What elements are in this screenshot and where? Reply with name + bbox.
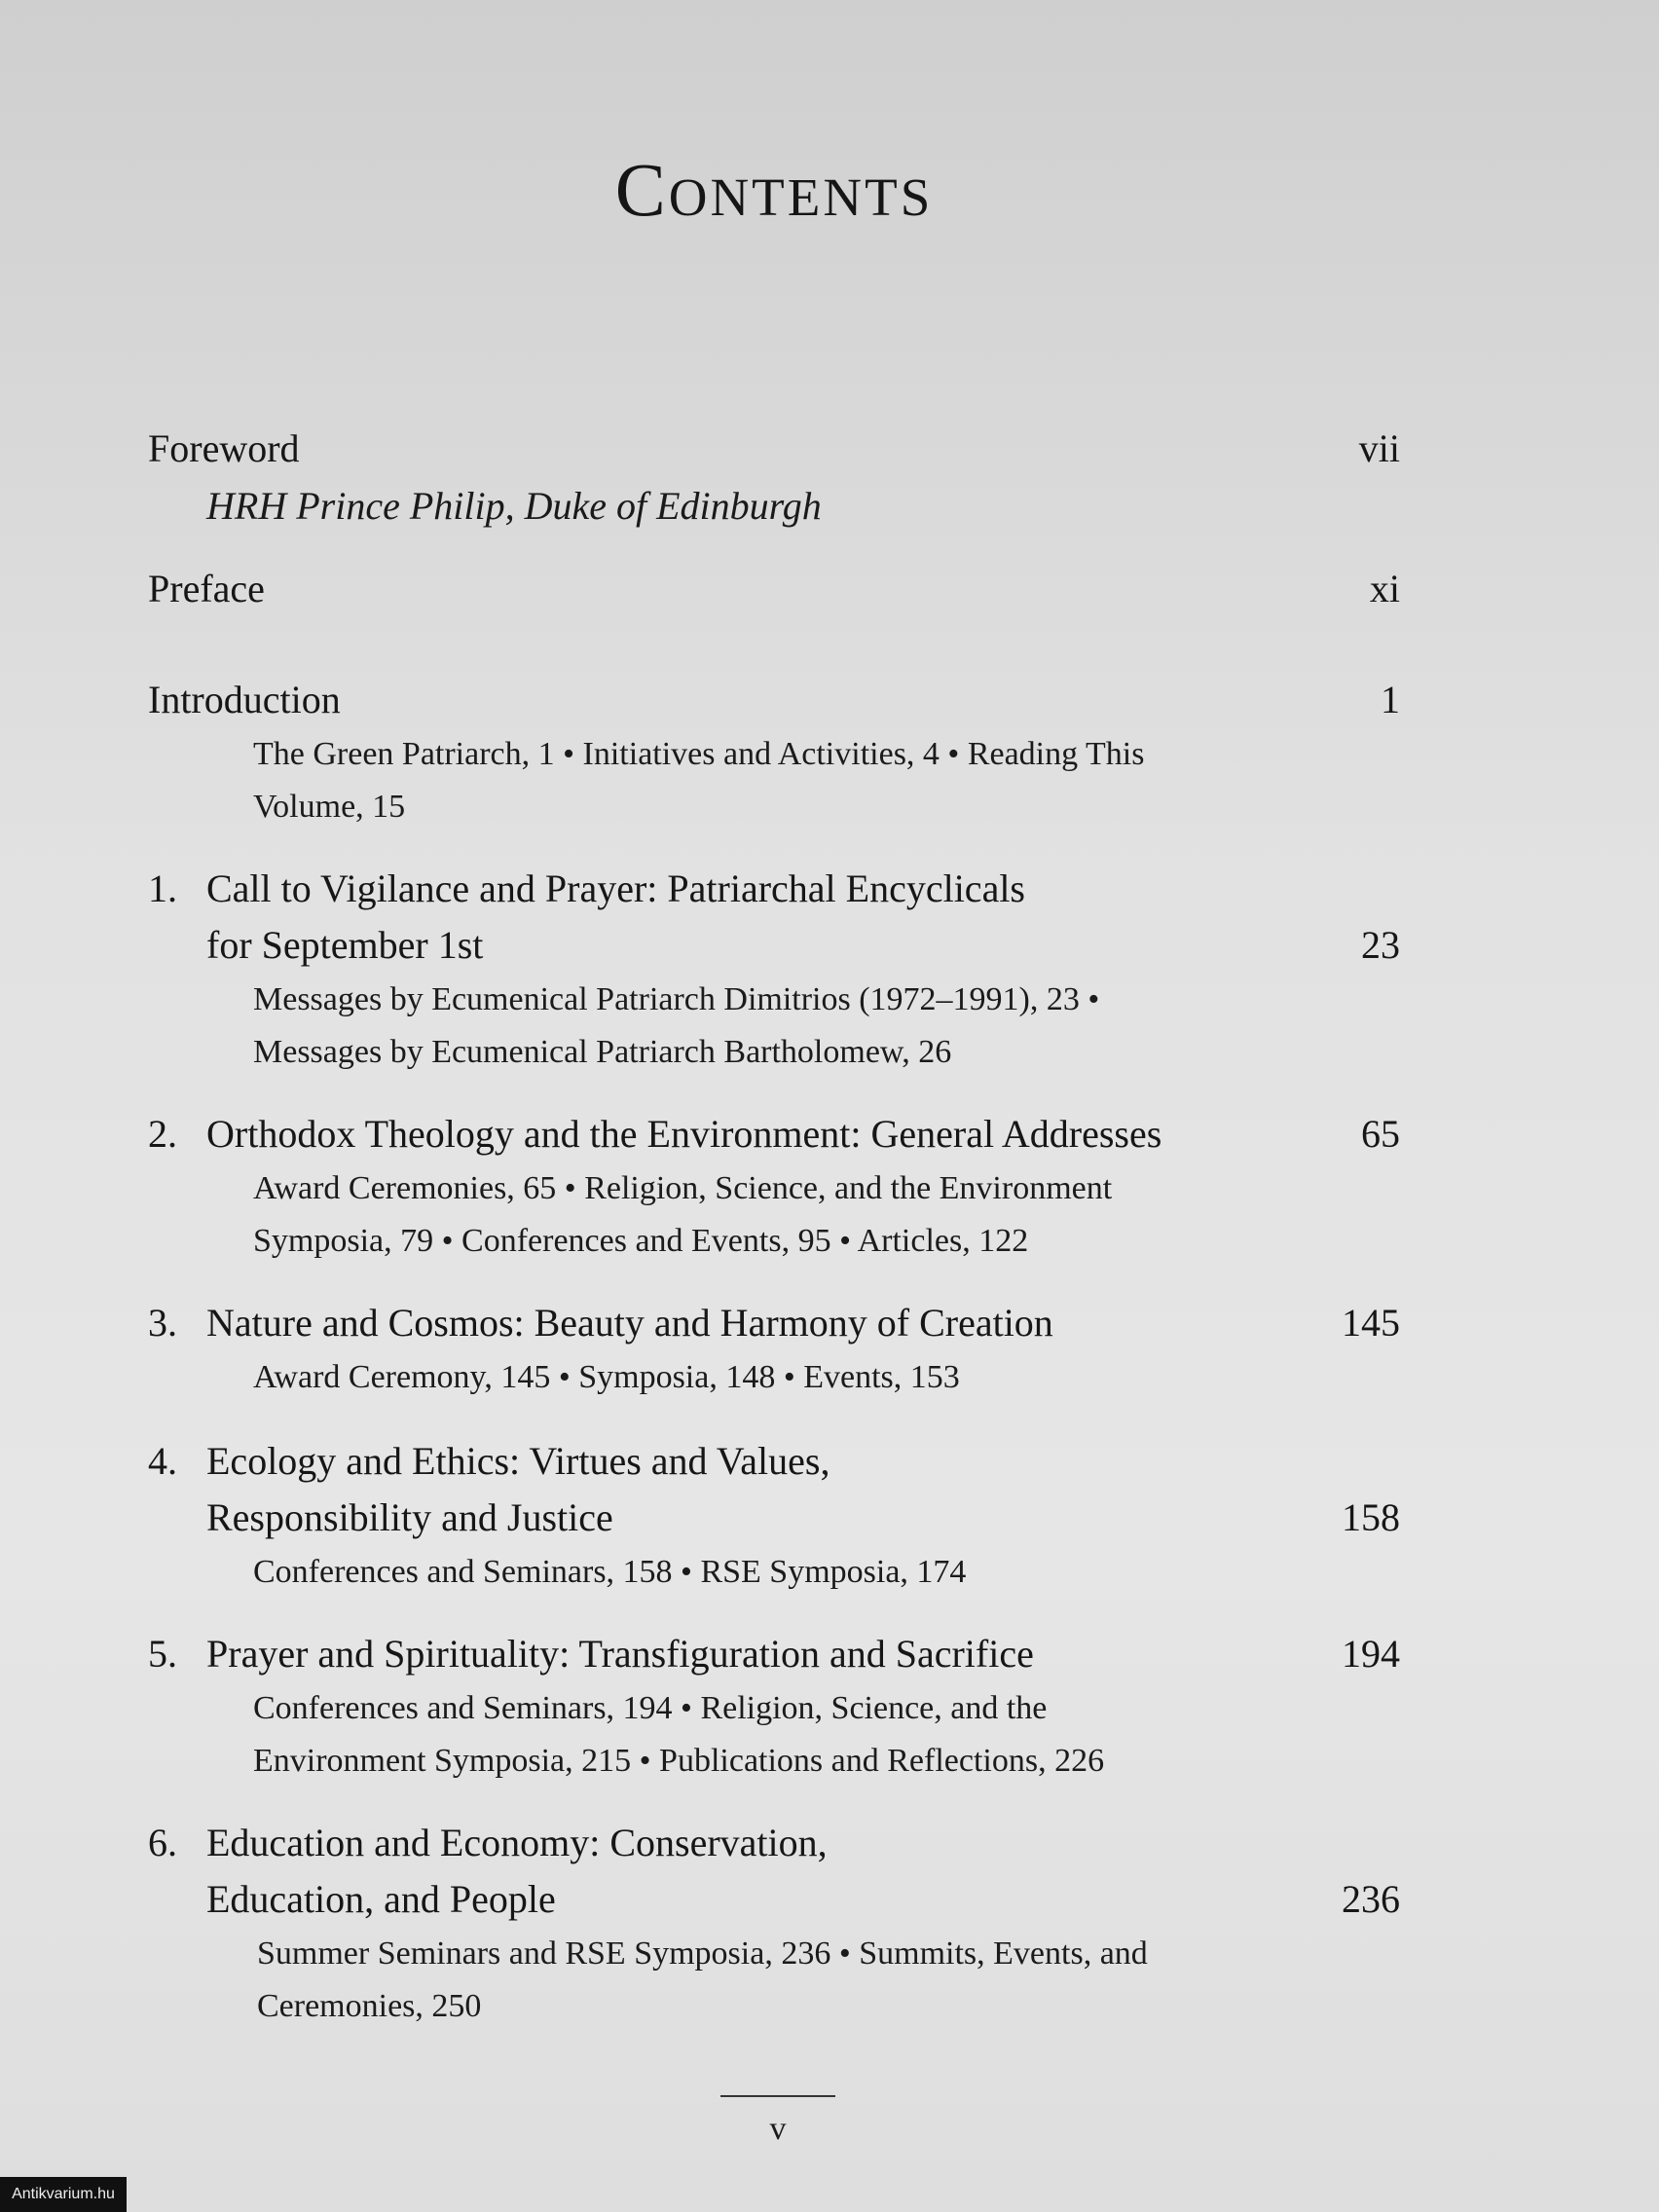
entry-subtopics <box>253 1351 1266 1404</box>
entry-title-line: Education, and People <box>206 1877 556 1921</box>
subtopic-line: Volume, 15 <box>253 789 406 825</box>
entry-title-line: Education and Economy: Conservation, <box>206 1821 828 1864</box>
subtopic-line: Messages by Ecumenical Patriarch Bartholomew, 26 <box>253 1034 952 1070</box>
toc-entry-preface <box>148 561 1400 617</box>
entry-page: 65 <box>1361 1112 1400 1156</box>
entry-subtopics <box>253 1162 1266 1268</box>
entry-page: 158 <box>1342 1495 1400 1539</box>
subtopic-line: Conferences and Seminars, 158 • RSE Symposia, 174 <box>253 1554 967 1590</box>
toc-entry-chapter-6 <box>148 1815 1400 1928</box>
subtopic-line: Ceremonies, 250 <box>257 1988 482 2024</box>
entry-subtopics <box>253 728 1266 833</box>
folio-rule <box>720 2095 835 2097</box>
entry-subtopics <box>253 1682 1266 1788</box>
entry-page: 23 <box>1361 923 1400 967</box>
entry-subtopics <box>253 1546 1266 1599</box>
entry-page: vii <box>1358 426 1400 470</box>
chapter-number: 5. <box>148 1632 177 1676</box>
entry-title-line: Ecology and Ethics: Virtues and Values, <box>206 1439 830 1483</box>
entry-page: 145 <box>1342 1301 1400 1345</box>
watermark: Antikvarium.hu <box>0 2177 127 2212</box>
toc-entry-chapter-1 <box>148 861 1400 974</box>
subtopic-line: Award Ceremonies, 65 • Religion, Science, and the Environment <box>253 1170 1113 1206</box>
subtopic-line: Conferences and Seminars, 194 • Religion, Science, and the <box>253 1690 1048 1726</box>
chapter-number: 3. <box>148 1301 177 1345</box>
entry-byline: HRH Prince Philip, Duke of Edinburgh <box>206 484 822 528</box>
subtopic-line: Messages by Ecumenical Patriarch Dimitrios (1972–1991), 23 • <box>253 981 1100 1017</box>
entry-title: Preface <box>148 567 265 610</box>
toc-entry-foreword <box>148 421 1400 477</box>
subtopic-line: Environment Symposia, 215 • Publications and Reflections, 226 <box>253 1743 1105 1779</box>
toc-entry-chapter-5 <box>148 1626 1400 1682</box>
entry-page: xi <box>1369 567 1400 610</box>
chapter-number: 6. <box>148 1821 177 1864</box>
entry-page: 194 <box>1342 1632 1400 1676</box>
entry-title: Foreword <box>148 426 300 470</box>
entry-title-line: Orthodox Theology and the Environment: General Addresses <box>206 1112 1162 1156</box>
toc-entry-introduction <box>148 672 1400 728</box>
toc-entry-chapter-2 <box>148 1106 1400 1162</box>
chapter-number: 1. <box>148 866 177 910</box>
entry-title-line: Nature and Cosmos: Beauty and Harmony of Creation <box>206 1301 1053 1345</box>
entry-subtopics <box>257 1928 1270 2033</box>
subtopic-line: Symposia, 79 • Conferences and Events, 95 • Articles, 122 <box>253 1223 1029 1259</box>
entry-title-line: for September 1st <box>206 923 484 967</box>
page-title: Contents <box>614 147 934 232</box>
entry-subtopics <box>253 974 1266 1079</box>
entry-title: Introduction <box>148 678 341 721</box>
entry-title-line: Call to Vigilance and Prayer: Patriarchal Encyclicals <box>206 866 1025 910</box>
entry-title-line: Responsibility and Justice <box>206 1495 613 1539</box>
toc-entry-chapter-4 <box>148 1433 1400 1546</box>
entry-title-line: Prayer and Spirituality: Transfiguration and Sacrifice <box>206 1632 1034 1676</box>
entry-page: 1 <box>1381 678 1400 721</box>
chapter-number: 2. <box>148 1112 177 1156</box>
entry-page: 236 <box>1342 1877 1400 1921</box>
subtopic-line: The Green Patriarch, 1 • Initiatives and Activities, 4 • Reading This <box>253 736 1145 772</box>
chapter-number: 4. <box>148 1439 177 1483</box>
page-number: v <box>769 2111 787 2147</box>
subtopic-line: Summer Seminars and RSE Symposia, 236 • Summits, Events, and <box>257 1936 1148 1972</box>
subtopic-line: Award Ceremony, 145 • Symposia, 148 • Events, 153 <box>253 1359 960 1395</box>
toc-entry-chapter-3 <box>148 1295 1400 1351</box>
